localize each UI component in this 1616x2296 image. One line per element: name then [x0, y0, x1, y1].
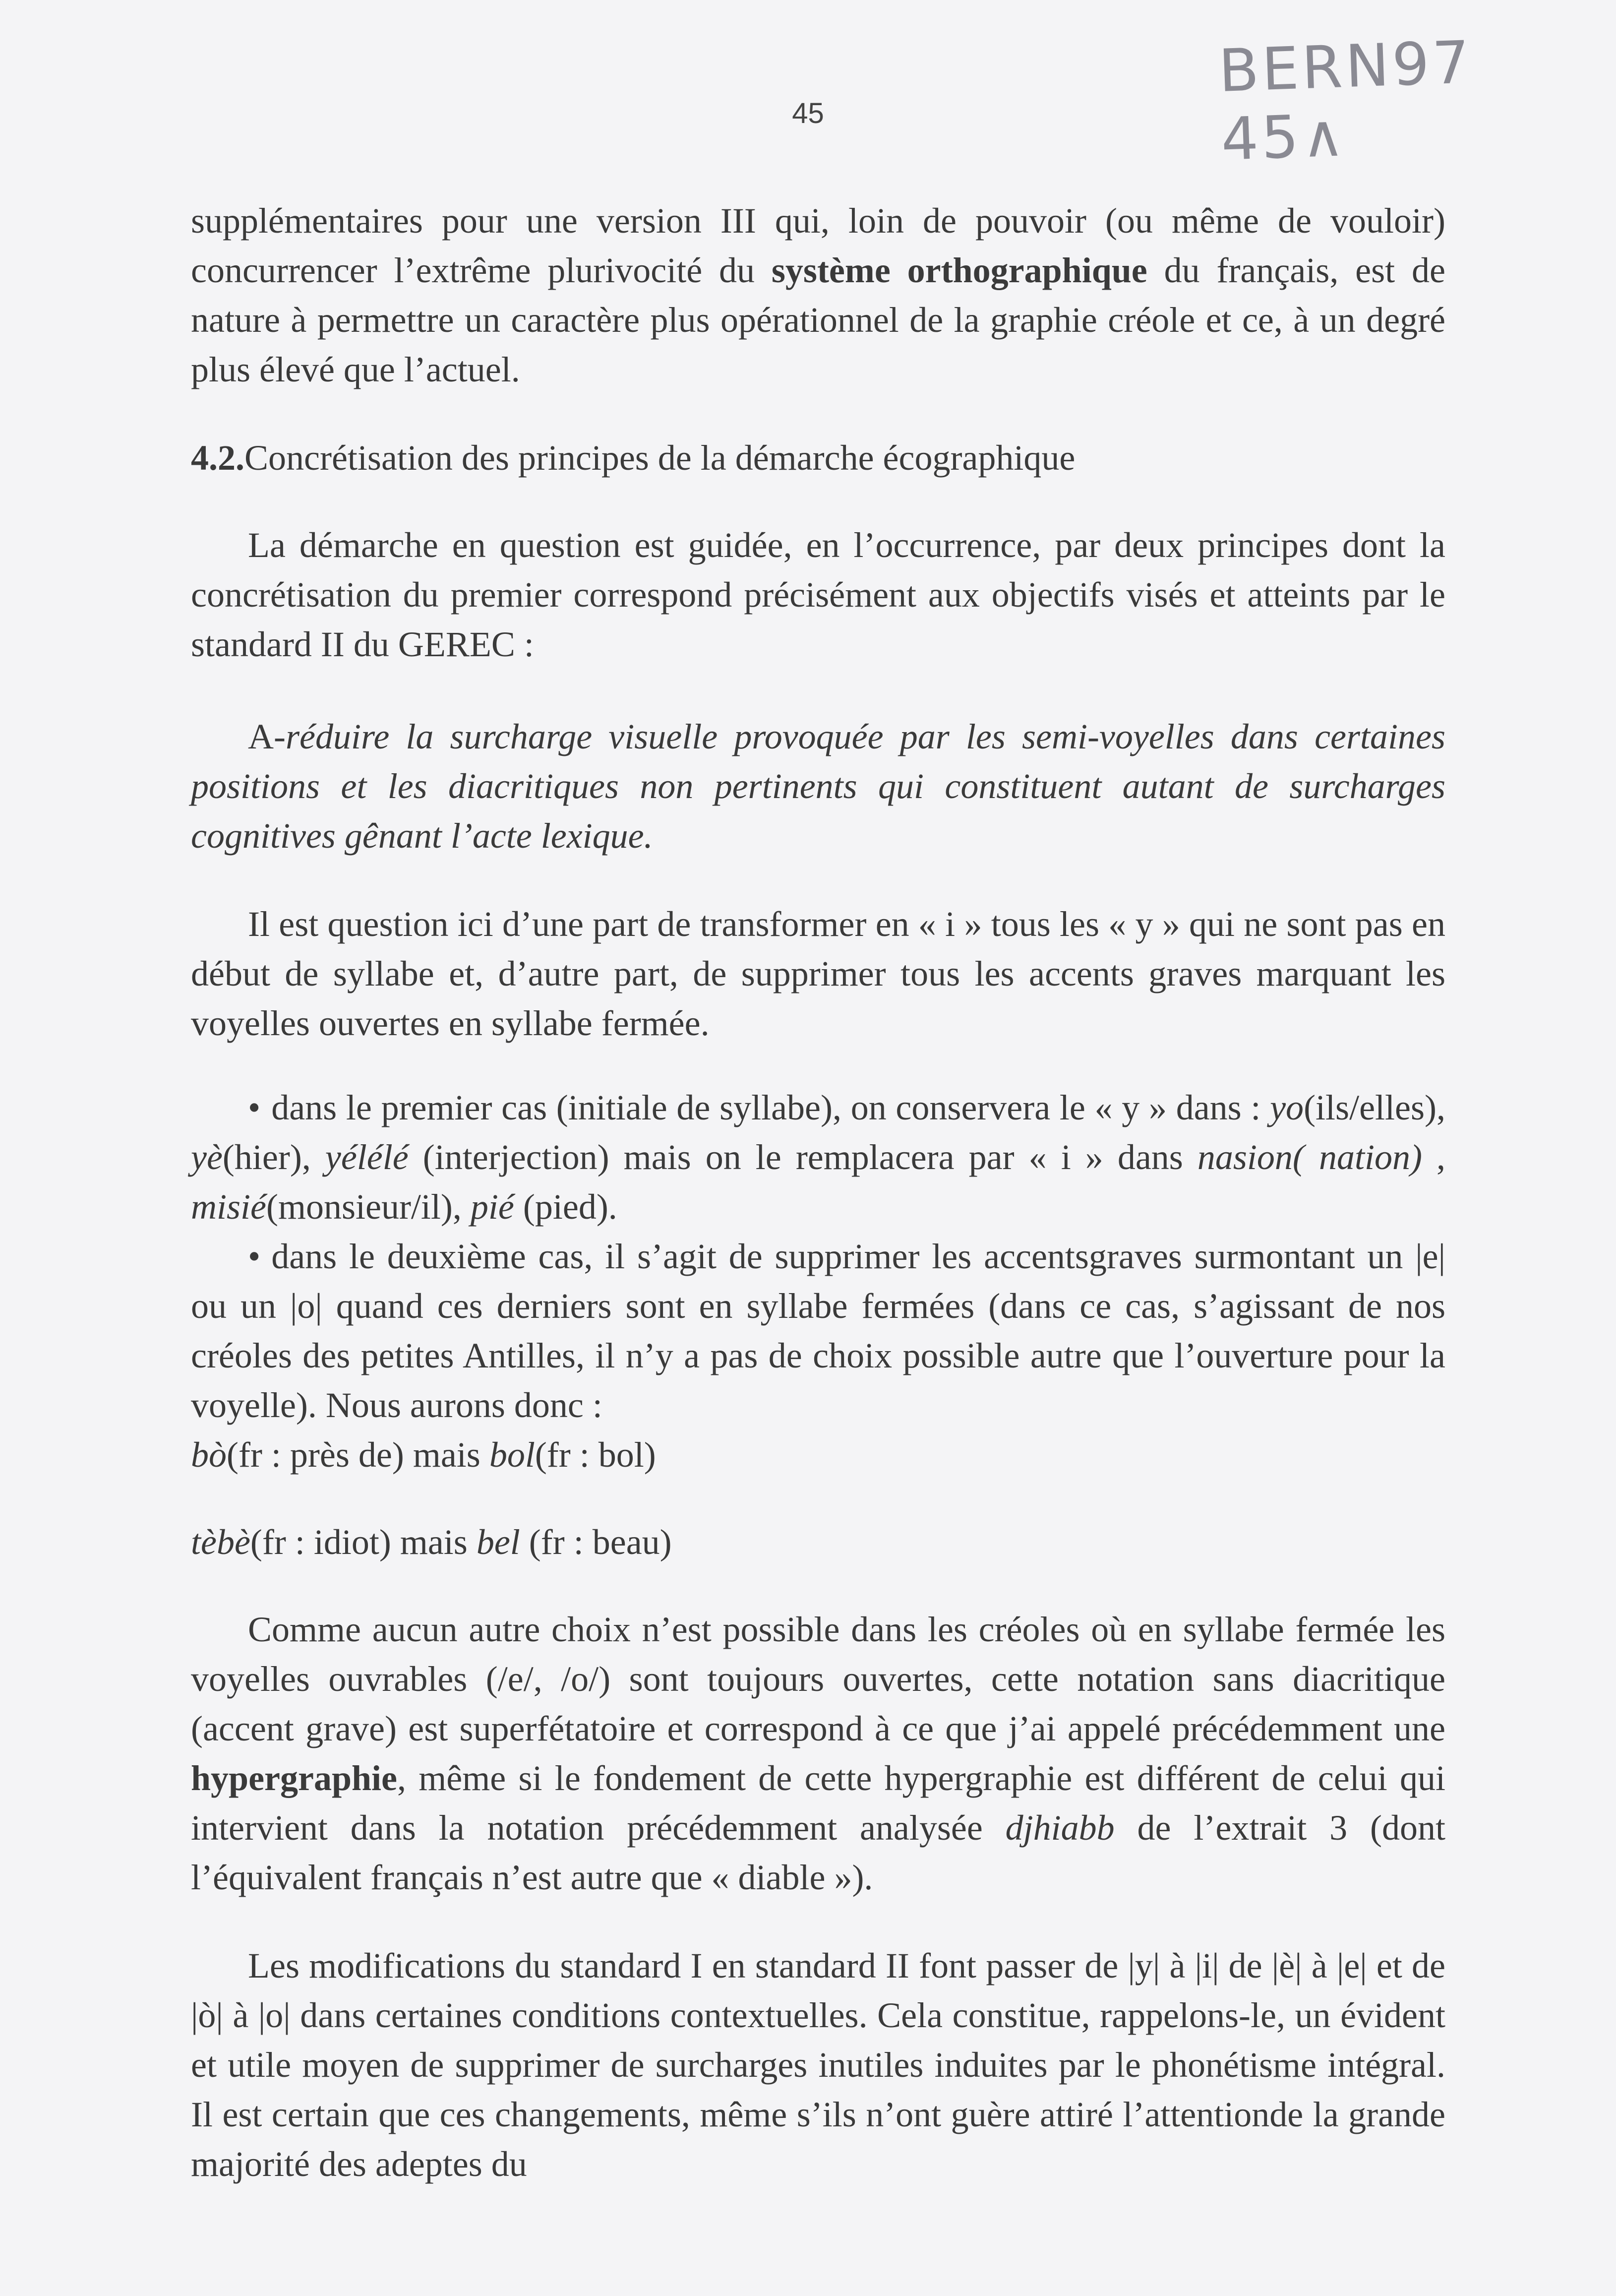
bullet-dot-icon: •	[248, 1088, 261, 1127]
example-line-2: tèbè(fr : idiot) mais bel (fr : beau)	[191, 1522, 672, 1562]
paragraph-1: supplémentaires pour une version III qui, loin de pouvoir (ou même de vouloir) concurrencer l’extrême plurivocité du système orthographique du français, est de nature à permettre un caractère plus opérationnel de la graphie créole et ce, à un degré plus élevé que l’actuel.	[191, 201, 1445, 389]
bold-term-orthographic-system: système orthographique	[771, 250, 1147, 290]
paragraph-5: Il est question ici d’une part de transformer en « i » tous les « y » qui ne sont pas en début de syllabe et, d’autre part, de supprimer tous les accents graves marquant les voyelles ouvertes en syllabe fermée.	[191, 904, 1445, 1043]
example-line-1: bò(fr : près de) mais bol(fr : bol)	[191, 1435, 656, 1475]
page-body	[191, 196, 1445, 2189]
section-number: 4.2.	[191, 438, 244, 478]
paragraph-9: Les modifications du standard I en standard II font passer de |y| à |i| de |è| à |e| et de |ò| à |o| dans certaines conditions contextuelles. Cela constitue, rappelons-le, un évident et utile moyen de supprimer de surcharges inutiles induites par le phonétisme intégral. Il est certain que ces changements, même s’ils n’ont guère attiré l’attentionde la grande majorité des adeptes du	[191, 1946, 1445, 2184]
principle-a: A-réduire la surcharge visuelle provoquée par les semi-voyelles dans certaines positions et les diacritiques non pertinents qui constituent autant de surcharges cognitives gênant l’acte lexique.	[191, 717, 1445, 856]
paragraph-3: La démarche en question est guidée, en l’occurrence, par deux principes dont la concrétisation du premier correspond précisément aux objectifs visés et atteints par le standard II du GEREC :	[191, 525, 1445, 664]
handwritten-annotation: BERN97 45∧	[1217, 28, 1474, 174]
paragraph-8: Comme aucun autre choix n’est possible dans les créoles où en syllabe fermée les voyelles ouvrables (/e/, /o/) sont toujours ouvertes, cette notation sans diacritique (accent grave) est superfétatoire et correspond à ce que j’ai appelé précédemment une hypergraphie, même si le fondement de cette hypergraphie est différent de celui qui intervient dans la notation précédemment analysée djhiabb de l’extrait 3 (dont l’équivalent français n’est autre que « diable »).	[191, 1610, 1445, 1897]
bold-term-hypergraphie: hypergraphie	[191, 1758, 398, 1798]
page-number: 45	[792, 97, 824, 129]
bullet-item-2: • dans le deuxième cas, il s’agit de supprimer les accentsgraves surmontant un |e| ou un |o| quand ces derniers sont en syllabe fermées (dans ce cas, s’agissant de nos créoles des petites Antilles, il n’y a pas de choix possible autre que l’ouverture pour la voyelle). Nous aurons donc :	[191, 1237, 1445, 1425]
bullet-dot-icon: •	[248, 1237, 261, 1276]
section-title: Concrétisation des principes de la démarche écographique	[244, 438, 1076, 478]
bullet-item-1: • dans le premier cas (initiale de syllabe), on conservera le « y » dans : yo(ils/elles), yè(hier), yélélé (interjection) mais on le remplacera par « i » dans nasion( nation) , misié(monsieur/il), pié (pied).	[191, 1088, 1446, 1227]
section-heading	[191, 433, 1445, 483]
